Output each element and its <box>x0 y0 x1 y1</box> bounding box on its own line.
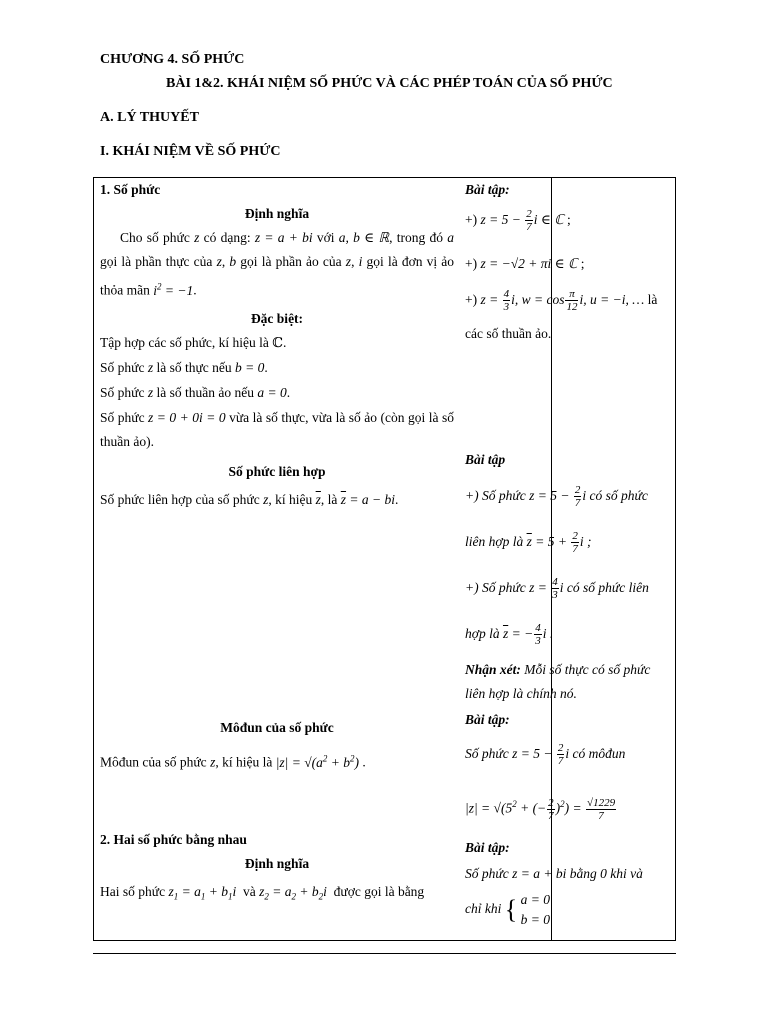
exercise-1-line-2: +) z = −√2 + πi ∈ ℂ ; <box>465 256 585 271</box>
special-line-2: Số phức z là số thực nếu b = 0. <box>100 360 268 375</box>
remark: Nhận xét: Mỗi số thực có số phức liên hợp là chính nó. <box>465 662 651 701</box>
special-title: Đặc biệt: <box>250 311 304 326</box>
exercise-4-line-2: chỉ khi { a = 0 b = 0 <box>465 892 550 927</box>
special-line-4: Số phức z = 0 + 0i = 0 vừa là số thực, vừa là số ảo (còn gọi là số thuần ảo). <box>100 410 454 449</box>
definition-2-title: Định nghĩa <box>244 856 310 871</box>
definition-2-text: Hai số phức $z_1 = a_1 + b_1i$ và $z_2 = a_2 + b_2i$ được gọi là bằng <box>100 884 425 902</box>
special-line-1: Tập hợp các số phức, kí hiệu là ℂ. <box>100 335 287 350</box>
exercise-3-line-1: Số phức z = 5 − $\frac{2}{7}$ i có môđun <box>465 742 626 768</box>
exercise-1-line-4: các số thuần ảo. <box>465 326 552 341</box>
section-i-title: I. KHÁI NIỆM VỀ SỐ PHỨC <box>100 144 281 159</box>
chapter-title: CHƯƠNG 4. SỐ PHỨC <box>100 52 245 67</box>
subsection-1-title: 1. Số phức <box>100 182 161 197</box>
conjugate-text: Số phức liên hợp của số phức z, kí hiệu $\overline{z}$, là $\overline{z} = a$ − bi. <box>100 492 399 507</box>
modulus-text: Môđun của số phức z, kí hiệu là $|z| = √(a^2 + b^2)$ . <box>100 753 366 770</box>
definition-paragraph: Cho số phức z có dạng: z = a + bi với a, b ∈ ℝ, trong đó a gọi là phần thực của z, b gọi là phần ảo của z, i gọi là đơn vị ảo thỏa mãn $i^2 = -1$. <box>100 230 455 298</box>
definition-title: Định nghĩa <box>244 206 310 221</box>
exercise-2-line-3: +) Số phức z = $\frac{4}{3}$ i có số phức liên <box>465 576 649 602</box>
exercise-1-line-3: +) z = $\frac{4}{3}$ i, w = cos $\frac{\pi}{12}$ i, u = −i, … là <box>465 288 658 314</box>
lesson-title: BÀI 1&2. KHÁI NIỆM SỐ PHỨC VÀ CÁC PHÉP TOÁN CỦA SỐ PHỨC <box>166 76 613 91</box>
exercise-2-title: Bài tập <box>465 452 506 467</box>
content-table <box>93 177 676 941</box>
exercise-1-title: Bài tập: <box>465 182 510 197</box>
exercise-2-line-2: liên hợp là $\overline{z} = 5$ + $\frac{2}{7}$ i ; <box>465 530 592 556</box>
section-a-title: A. LÝ THUYẾT <box>100 110 199 125</box>
exercise-4-line-1: Số phức z = a + bi bằng 0 khi và <box>465 866 643 881</box>
exercise-3-formula: $|z| = √(5^2$ + (− $\frac{2}{7}$ )$^2$) = $\frac{√1229}{7}$ <box>465 796 616 822</box>
footer-rule <box>93 953 676 954</box>
exercise-2-line-4: hợp là $\overline{z}$ = − $\frac{4}{3}$ i . <box>465 622 554 648</box>
modulus-title: Môđun của số phức <box>220 720 334 735</box>
exercise-3-title: Bài tập: <box>465 712 510 727</box>
exercise-4-title: Bài tập: <box>465 840 510 855</box>
subsection-2-title: 2. Hai số phức bằng nhau <box>100 832 247 847</box>
conjugate-title: Số phức liên hợp <box>228 464 326 479</box>
exercise-1-line-1: +) z = 5 − $\frac{2}{7}$ i ∈ ℂ ; <box>465 208 571 234</box>
special-line-3: Số phức z là số thuần ảo nếu a = 0. <box>100 385 291 400</box>
exercise-2-line-1: +) Số phức z = 5 − $\frac{2}{7}$ i có số phức <box>465 484 648 510</box>
